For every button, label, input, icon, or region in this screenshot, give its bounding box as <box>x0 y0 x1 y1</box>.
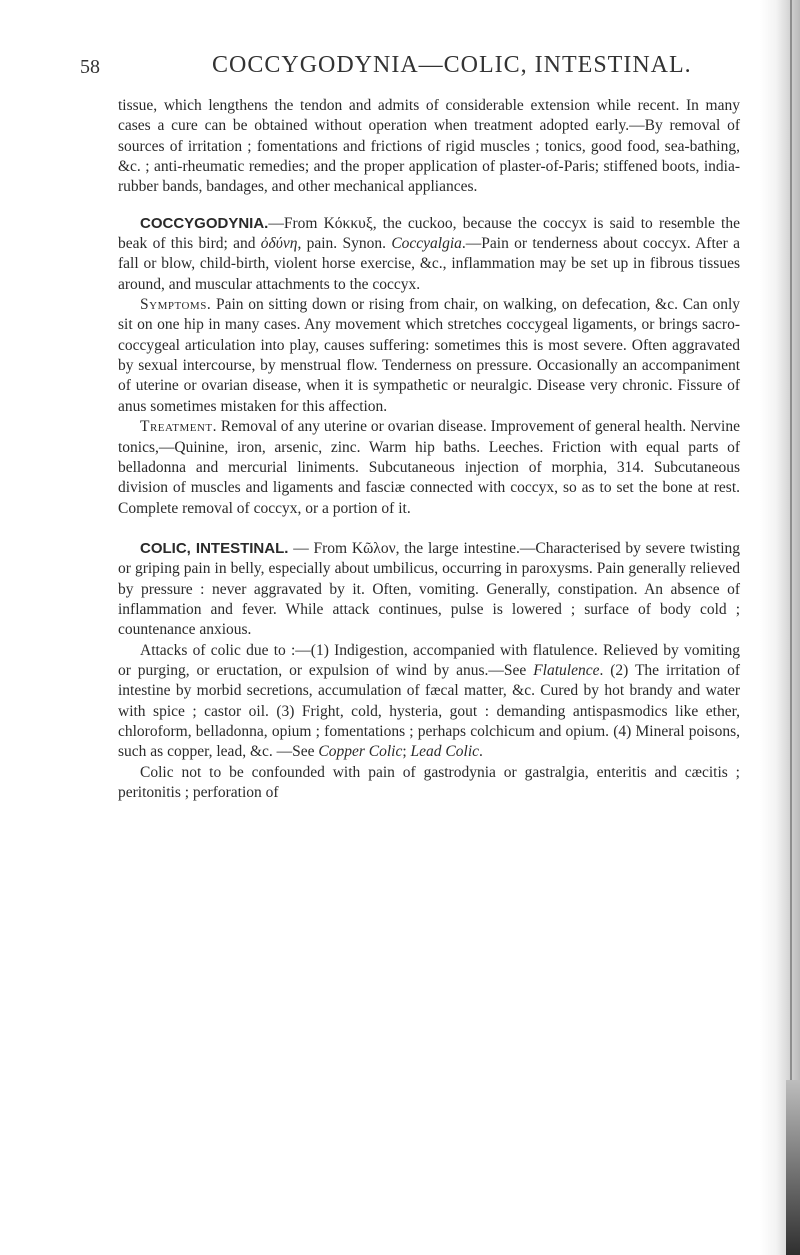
paragraph-tendon-continuation: tissue, which lengthens the tendon and admits of considerable extension while recent. In many cases a cure can be obtained without operation when treatment adopted early.—By removal of sources of irritation ; fomentations and frictions of rigid muscles ; tonics, good food, sea-bathing, &c. ; anti-rheumatic remedies; and the proper application of plaster-of-Paris; stiffened boots, india-rubber bands, bandages, and other mechanical appliances. <box>118 97 740 196</box>
attacks-text: ; <box>402 743 411 761</box>
greek-word: ὀδύνη <box>260 235 298 253</box>
page-edge-shadow <box>760 0 800 1255</box>
attacks-text: . <box>479 743 483 761</box>
entry-heading: COCCYGODYNIA. <box>140 214 269 232</box>
cross-reference: Flatulence <box>533 661 600 679</box>
attacks-text: Attacks of colic due to :—(1) Indigestion, accompanied with flatulence. Relieved by vomiting or purging, or eructation, or expulsion of wind by anus.—See <box>118 641 740 679</box>
greek-word: Κῶλον <box>351 539 396 557</box>
colic-attacks-paragraph <box>118 641 740 763</box>
page-corner-shadow <box>786 1080 800 1255</box>
synonym: Coccyalgia <box>391 235 462 253</box>
entry-colic-intestinal <box>118 539 740 641</box>
binding-line <box>790 0 792 1255</box>
entry-text: — From <box>288 539 352 557</box>
page-header <box>80 36 740 76</box>
symptoms-paragraph <box>118 295 740 417</box>
entry-text: , the large intestine.—Characterised by severe twisting or griping pain in belly, especially about umbilicus, occurring in paroxysms. Pain generally relieved by pressure : never aggravated by it. Often, vomiting. Generally, constipation. An absence of inflammation and fever. While attack continues, pulse is lowered ; surface of body cold ; countenance anxious. <box>118 539 740 639</box>
entry-text: —From <box>268 214 324 232</box>
entry-coccygodynia <box>118 214 740 295</box>
treatment-paragraph <box>118 417 740 519</box>
colic-differential-paragraph: Colic not to be confounded with pain of gastrodynia or gastralgia, enteritis and cæcitis ; peritonitis ; perforation of <box>118 763 740 801</box>
page-number: 58 <box>80 56 100 78</box>
page-body <box>118 96 740 803</box>
running-head: COCCYGODYNIA—COLIC, INTESTINAL. <box>212 52 692 78</box>
treatment-label: Treatment. <box>140 418 218 436</box>
entry-text: , the cuckoo, because the coccyx is said to resemble the beak of this bird; and <box>118 214 740 253</box>
greek-word: Κόκκυξ <box>323 214 373 232</box>
entry-text: , pain. Synon. <box>297 235 392 253</box>
entry-heading: COLIC, INTESTINAL. <box>140 539 289 557</box>
treatment-text: Removal of any uterine or ovarian disease. Improvement of general health. Nervine tonics,—Quinine, iron, arsenic, zinc. Warm hip baths. Leeches. Friction with equal parts of belladonna and mercurial liniments. Subcutaneous injection of morphia, 314. Subcutaneous division of muscles and ligaments and fasciæ connected with coccyx, so as to set the bone at rest. Complete removal of coccyx, or a portion of it. <box>118 418 740 517</box>
cross-reference: Lead Colic <box>410 743 480 761</box>
symptoms-text: Pain on sitting down or rising from chair, on walking, on defecation, &c. Can only sit on one hip in many cases. Any movement which stretches coccygeal ligaments, or brings sacro-coccygeal articulation into play, causes suffering: sometimes this is most severe. Often aggravated by sexual intercourse, by menstrual flow. Tenderness on pressure. Occasionally an accompaniment of uterine or ovarian disease, when it is sympathetic or neuralgic. Disease very chronic. Fissure of anus sometimes mistaken for this affection. <box>118 296 740 415</box>
entry-text: .—Pain or tenderness about coccyx. After a fall or blow, child-birth, violent horse exercise, &c., inflammation may be set up in fibrous tissues around, and muscular attachments to the coccyx. <box>118 235 740 293</box>
attacks-text: . (2) The irritation of intestine by morbid secretions, accumulation of fæcal matter, &c. Cured by hot brandy and water with spice ; castor oil. (3) Fright, cold, hysteria, gout : demanding antispasmodics like ether, chloroform, belladonna, opium ; fomentations ; perhaps colchicum and opium. (4) Mineral poisons, such as copper, lead, &c. —See <box>118 661 740 761</box>
symptoms-label: Symptoms. <box>140 296 212 314</box>
cross-reference: Copper Colic <box>318 743 403 761</box>
